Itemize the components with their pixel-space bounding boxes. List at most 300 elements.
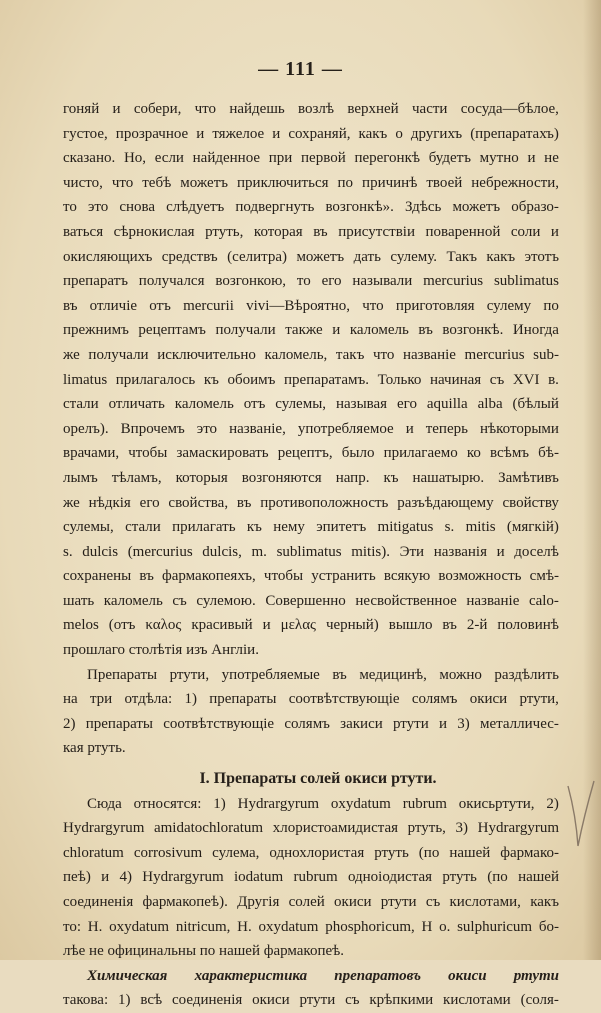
word: (по [418,844,440,861]
word: corrosivum [133,844,203,861]
word: препараты [85,715,154,732]
word: называли [352,273,413,290]
word: рецептамъ [138,322,206,339]
word: начиная [429,371,482,388]
word: препаратовъ [334,967,421,984]
word: напр. [335,469,370,486]
text-line [63,220,559,245]
word: возможность [438,568,522,585]
word: въ [418,322,433,339]
word: устранить [311,568,376,585]
word: густое, [63,125,108,142]
word: всякую [383,568,431,585]
word: названіе [466,592,520,609]
word: μελας [280,617,316,634]
word: приготовляя [395,297,475,314]
text-line [63,865,559,890]
word: пеѣ) [63,869,91,886]
word: которая [253,223,303,240]
pencil-mark-icon [566,776,596,866]
word: сосуда—бѣлое, [460,101,559,117]
word: фармакопеѣ). [142,894,228,910]
word: тѣламъ, [111,469,162,486]
text-line [63,441,559,466]
text-line [63,368,559,393]
word: чисто, [63,174,103,191]
word: бѣ- [538,445,559,462]
word: iodatum [233,869,284,886]
word: эпитетъ [316,519,367,536]
word: лымъ [63,469,98,486]
word: солей [288,894,325,910]
text-line: прошлаго столѣтія изъ Англіи. [63,642,259,659]
word: сулемы, [275,396,327,413]
word: другихъ [410,125,463,142]
text-line [63,816,559,841]
word: Замѣтивъ [498,469,559,486]
word: образо- [511,199,559,216]
word: соотвѣтствующіе [288,691,400,708]
word: 2-й [466,617,488,634]
word: в. [548,371,559,388]
word: и [262,617,271,634]
word: получали [88,346,149,363]
word: dulcis [82,543,119,560]
word: и [196,125,205,142]
word: dulcis, [202,543,242,560]
word: употребляемые [221,666,320,683]
word: ваться [63,223,104,240]
word: окисьртути, [458,795,535,812]
word: отъ [243,396,266,413]
word: о [395,125,403,142]
word: если [154,150,184,167]
word: одноіодистая [347,869,433,886]
word: (селитра) [227,248,288,265]
word: возгонкѣ. [442,322,504,339]
text-line [63,687,559,712]
word: H. [237,918,252,935]
word: oxydatum [109,918,170,935]
word: доселѣ [514,543,559,560]
paragraph-1 [63,97,559,663]
text-line [63,343,559,368]
word: то: [63,918,82,935]
word: и [405,420,414,437]
text-line [63,841,559,866]
word: красивый [191,617,253,634]
word: нѣкоторыми [479,420,559,437]
word: вышло [388,617,433,634]
word: соотвѣтствующіе [163,715,275,732]
word: и [112,101,121,117]
word: прилагалось [115,371,196,388]
word: такъ [335,346,365,363]
word: ртуть [374,844,409,861]
word: подвергнуть [235,199,315,216]
word: сулема, [212,844,260,861]
word: 1) [118,992,131,1009]
word: которыя [175,469,228,486]
word: найденное [192,150,261,167]
word: phosphoricum, [325,918,415,935]
word: nitricum, [175,918,231,935]
word: чтобы [128,445,168,462]
word: поваренной [425,223,501,240]
word: называя [335,396,388,413]
word: исключительно [157,346,256,363]
word: нашей [449,844,491,861]
word: sublimatus [276,543,342,560]
word: 2) [63,715,76,732]
word: окиси [448,967,487,984]
word: нашатырю. [412,469,485,486]
word: прилагать [172,519,236,536]
word: Препараты [87,666,158,683]
word: дать [353,248,381,265]
word: названіе, [229,420,286,437]
word: Совершенно [265,592,346,609]
word: можетъ [180,174,229,191]
word: орелъ). [63,420,109,437]
word: возлѣ [298,101,335,117]
word: нашей [518,869,559,886]
text-line [63,564,559,589]
word: же [63,346,80,363]
word: его [397,396,417,413]
word: XVI [512,371,540,388]
word: въ [139,568,154,585]
word: mercurius [464,346,525,363]
word: каломель [349,322,409,339]
word: 4) [119,869,132,886]
word: этотъ [524,248,559,265]
word: сулему. [390,248,438,265]
word: чтобы [263,568,304,585]
word: Hydrargyrum [237,795,319,812]
word: ртути [393,715,429,732]
text-line [63,712,559,737]
word: причинѣ [362,174,418,191]
word: окиси [469,691,508,708]
word: 3) [455,820,469,837]
word: относятся: [133,795,202,812]
word: (mercurius [127,543,193,560]
word: Впрочемъ [120,420,185,437]
word: что [111,174,134,191]
word: Такъ [446,248,477,265]
word: солямъ [411,691,458,708]
word: въ [236,494,252,511]
word: ртуть, [205,223,244,240]
word: s. [63,543,73,560]
text-line [63,245,559,270]
text-line [63,515,559,540]
word: сулемы, [63,519,114,536]
word: окиси [252,992,290,1009]
word: препараты [209,691,277,708]
word: замаскировать [176,445,269,462]
word: такова: [63,992,109,1009]
word: присутствіи [338,223,415,240]
word: сѣрнокислая [113,223,195,240]
word: Сюда [87,795,122,812]
word: и [101,869,110,886]
word: aquilla [426,396,468,413]
word: 1) [213,795,226,812]
word: кислотами, [449,894,521,910]
word: снова [119,199,156,216]
word: можно [439,666,482,683]
word: въ [63,297,78,314]
word: названіе [402,346,456,363]
word: гоняй [63,101,100,117]
word: при [268,150,293,167]
text-line [63,318,559,343]
word: Здѣсь [404,199,442,216]
word: ртути [299,992,336,1009]
section-heading: I. Препараты солей окиси ртути. [199,770,437,788]
word: собери, [133,101,182,117]
word: sublimatus [493,273,559,290]
word: металличес- [479,715,559,732]
word: его [139,494,160,511]
text-line [63,491,559,516]
text-line [63,589,559,614]
word: получался [138,273,205,290]
word: ко [466,445,481,462]
word: медицинѣ, [359,666,427,683]
text-line: лѣе не официнальны по нашей фармакопеѣ. [63,943,345,960]
word: 3) [457,715,470,732]
word: раздѣлить [494,666,559,683]
word: фармако- [500,844,559,861]
word: прилагаемо [383,445,458,462]
word: врачами, [63,445,120,462]
word: Химическая [87,967,168,984]
page-number: — 111 — [258,58,343,80]
word: какъ [486,248,516,265]
word: это [196,420,218,437]
word: mercurii [183,297,234,314]
word: свойству [502,494,559,511]
word: соединенія [63,894,134,910]
word: тяжелое [212,125,265,142]
word: всѣ [140,992,163,1009]
word: s. [444,519,455,536]
word: препаратамъ. [284,371,370,388]
word: же [63,494,80,511]
paragraph-4 [63,964,559,1013]
word: какъ [530,894,559,910]
text-line [63,146,559,171]
word: съ [172,592,187,609]
word: также [285,322,323,339]
word: что [194,101,217,117]
word: что [372,346,395,363]
word: H. [87,918,103,935]
word: въ [332,666,347,683]
word: возгонкою, [215,273,287,290]
word: calo- [528,592,559,609]
word: сохранены [63,568,132,585]
word: фармакопеяхъ, [162,568,256,585]
word: окиси [334,894,372,910]
word: бо- [538,918,559,935]
word: alba [477,396,503,413]
word: каломель [103,592,163,609]
word: характеристика [194,967,308,984]
word: можетъ [452,199,501,216]
word: нему [273,519,305,536]
word: m. [251,543,267,560]
word: не [544,150,559,167]
word: можетъ [296,248,345,265]
word: названія [433,543,487,560]
word: найдешь [229,101,285,117]
word: несвойственное [355,592,457,609]
word: o. [439,918,451,935]
word: однохлористая [269,844,365,861]
word: и [550,223,559,240]
word: возгонкѣ». [325,199,394,216]
word: chloratum [63,844,124,861]
word: части [412,101,448,117]
text-line [63,171,559,196]
word: (по [487,869,508,886]
word: приключиться [237,174,329,191]
word: нѣдкія [88,494,131,511]
text-line [63,792,559,817]
word: твоей [426,174,463,191]
text-line [63,466,559,491]
word: шать [63,592,95,609]
word: стали [63,396,99,413]
word: хлористоамидистая [272,820,399,837]
word: (препаратахъ) [470,125,559,142]
word: кислотами [443,992,511,1009]
word: (отъ [108,617,136,634]
word: первой [301,150,346,167]
word: будетъ [428,150,471,167]
word: H [421,918,433,935]
word: средствъ [161,248,218,265]
word: съ [489,371,505,388]
word: Только [377,371,422,388]
word: какъ [358,125,388,142]
word: къ [203,371,219,388]
word: melos [63,617,99,634]
word: сказано. [63,150,116,167]
word: mitis). [351,543,390,560]
word: его [321,273,342,290]
word: соли [510,223,541,240]
text-line [63,613,559,638]
word: три [89,691,113,708]
word: прежнимъ [63,322,129,339]
text-line [63,988,559,1013]
word: отдѣла: [124,691,173,708]
word: то [63,199,77,216]
text-line [63,417,559,442]
word: и [272,125,281,142]
word: съ [345,992,360,1009]
word: vivi—Вѣроятно, [246,297,351,314]
word: и [496,543,505,560]
word: Hydrargyrum [63,820,145,837]
word: и [332,322,341,339]
word: Эти [399,543,425,560]
text-line-italic [63,964,559,989]
word: каломель, [264,346,328,363]
word: limatus [63,371,108,388]
word: 2) [546,795,559,812]
word: мутно [479,150,519,167]
word: свойства, [168,494,229,511]
word: Hydrargyrum [477,820,559,837]
paragraph-3 [63,792,559,964]
word: mitigatus [377,519,434,536]
word: противоположность [260,494,389,511]
word: препаратъ [63,273,128,290]
word: прозрачное [115,125,189,142]
word: употребляемое [297,420,394,437]
word: соединенія [172,992,243,1009]
word: oxydatum [330,795,391,812]
word: Hydrargyrum [142,869,224,886]
text-line [63,294,559,319]
word: rubrum [402,795,447,812]
word: съ [425,894,441,910]
word: всѣмъ [490,445,530,462]
word: Но, [123,150,147,167]
word: sub- [533,346,559,363]
word: получали [215,322,276,339]
text-line [63,122,559,147]
word: къ [383,469,399,486]
word: amidatochloratum [153,820,264,837]
word: верхней [347,101,399,117]
word: закиси [340,715,383,732]
word: ртуть, [407,820,446,837]
word: и [527,150,536,167]
word: тебѣ [142,174,172,191]
word: сулему [486,297,532,314]
word: отличать [108,396,165,413]
word: обоимъ [227,371,276,388]
word: отъ [149,297,171,314]
word: возгоняются [241,469,322,486]
word: oxydatum [258,918,319,935]
word: mercurius [423,273,484,290]
word: по [543,297,559,314]
word: (бѣлый [512,396,559,413]
word: ртуть [442,869,477,886]
word: сохраняй, [288,125,351,142]
word: ртути [513,967,559,984]
text-line [63,915,559,940]
word: стали [125,519,161,536]
text-line [63,540,559,565]
word: ртути [380,894,417,910]
word: по [337,174,354,191]
word: смѣ- [529,568,559,585]
word: (мягкій) [506,519,559,536]
text-line [63,392,559,417]
word: (соля- [520,992,559,1009]
text-line [63,269,559,294]
word: сулемою. [196,592,256,609]
